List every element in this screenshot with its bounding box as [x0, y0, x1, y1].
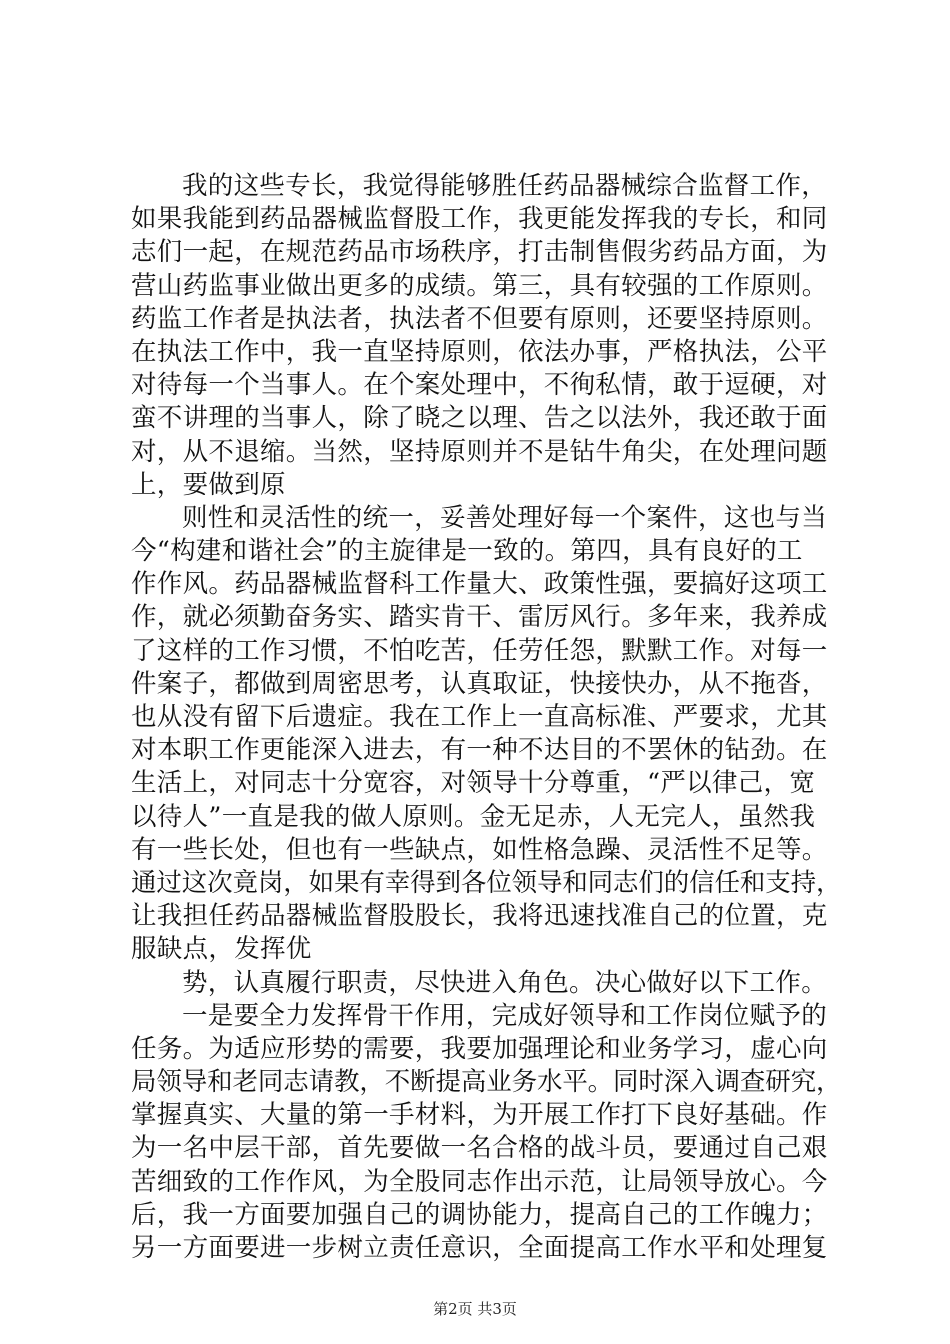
text-line: 局领导和老同志请教，不断提高业务水平。同时深入调查研究， — [131, 1067, 842, 1098]
text-line: 件案子，都做到周密思考，认真取证，快接快办，从不拖沓， — [131, 668, 828, 699]
text-line: 一是要全力发挥骨干作用，完成好领导和工作岗位赋予的 — [182, 1000, 828, 1031]
text-line: 另一方面要进一步树立责任意识，全面提高工作水平和处理复 — [131, 1233, 828, 1263]
text-line: 苦细致的工作作风，为全股同志作出示范，让局领导放心。今 — [131, 1166, 828, 1197]
text-line: 则性和灵活性的统一，妥善处理好每一个案件，这也与当 — [182, 502, 828, 533]
text-line: 任务。为适应形势的需要，我要加强理论和业务学习，虚心向 — [131, 1033, 828, 1064]
text-line: 对本职工作更能深入进去，有一种不达目的不罢休的钻劲。在 — [131, 735, 828, 766]
text-line: 上，要做到原 — [131, 469, 286, 500]
text-line: 服缺点，发挥优 — [131, 934, 312, 965]
text-line: 有一些长处，但也有一些缺点，如性格急躁、灵活性不足等。 — [131, 834, 828, 865]
text-line: 后，我一方面要加强自己的调协能力，提高自己的工作魄力； — [131, 1199, 828, 1230]
text-line: 以待人”一直是我的做人原则。金无足赤，人无完人，虽然我 — [131, 801, 816, 832]
text-line: 势，认真履行职责，尽快进入角色。决心做好以下工作。 — [182, 967, 828, 998]
document-body — [131, 170, 841, 1265]
text-line: 在执法工作中，我一直坚持原则，依法办事，严格执法，公平 — [131, 336, 828, 367]
text-line: 掌握真实、大量的第一手材料，为开展工作打下良好基础。作 — [131, 1100, 828, 1131]
text-line: 通过这次竟岗，如果有幸得到各位领导和同志们的信任和支持， — [131, 867, 842, 898]
text-line: 让我担任药品器械监督股股长，我将迅速找准自己的位置，克 — [131, 901, 828, 932]
text-line: 对，从不退缩。当然，坚持原则并不是钻牛角尖，在处理问题 — [131, 436, 828, 467]
text-line: 志们一起，在规范药品市场秩序，打击制售假劣药品方面，为 — [131, 237, 828, 268]
text-line: 作，就必须勤奋务实、踏实肯干、雷厉风行。多年来，我养成 — [131, 602, 828, 633]
text-line: 药监工作者是执法者，执法者不但要有原则，还要坚持原则。 — [131, 303, 828, 334]
text-line: 我的这些专长，我觉得能够胜任药品器械综合监督工作， — [182, 171, 828, 201]
text-line: 作作风。药品器械监督科工作量大、政策性强，要搞好这项工 — [131, 569, 828, 600]
text-line: 蛮不讲理的当事人，除了晓之以理、告之以法外，我还敢于面 — [131, 403, 828, 434]
text-line: 今“构建和谐社会”的主旋律是一致的。第四，具有良好的工 — [131, 536, 803, 567]
text-line: 为一名中层干部，首先要做一名合格的战斗员，要通过自己艰 — [131, 1133, 828, 1164]
text-line: 营山药监事业做出更多的成绩。第三，具有较强的工作原则。 — [131, 270, 828, 301]
text-line: 对待每一个当事人。在个案处理中，不徇私情，敢于逗硬，对 — [131, 370, 828, 401]
text-line: 生活上，对同志十分宽容，对领导十分尊重，“严以律己，宽 — [131, 768, 816, 799]
text-line: 也从没有留下后遗症。我在工作上一直高标准、严要求，尤其 — [131, 702, 828, 732]
text-line: 如果我能到药品器械监督股工作，我更能发挥我的专长，和同 — [131, 204, 828, 235]
text-line: 了这样的工作习惯，不怕吃苦，任劳任怨，默默工作。对每一 — [131, 635, 828, 666]
page-number-footer: 第2页 共3页 — [433, 1300, 517, 1318]
